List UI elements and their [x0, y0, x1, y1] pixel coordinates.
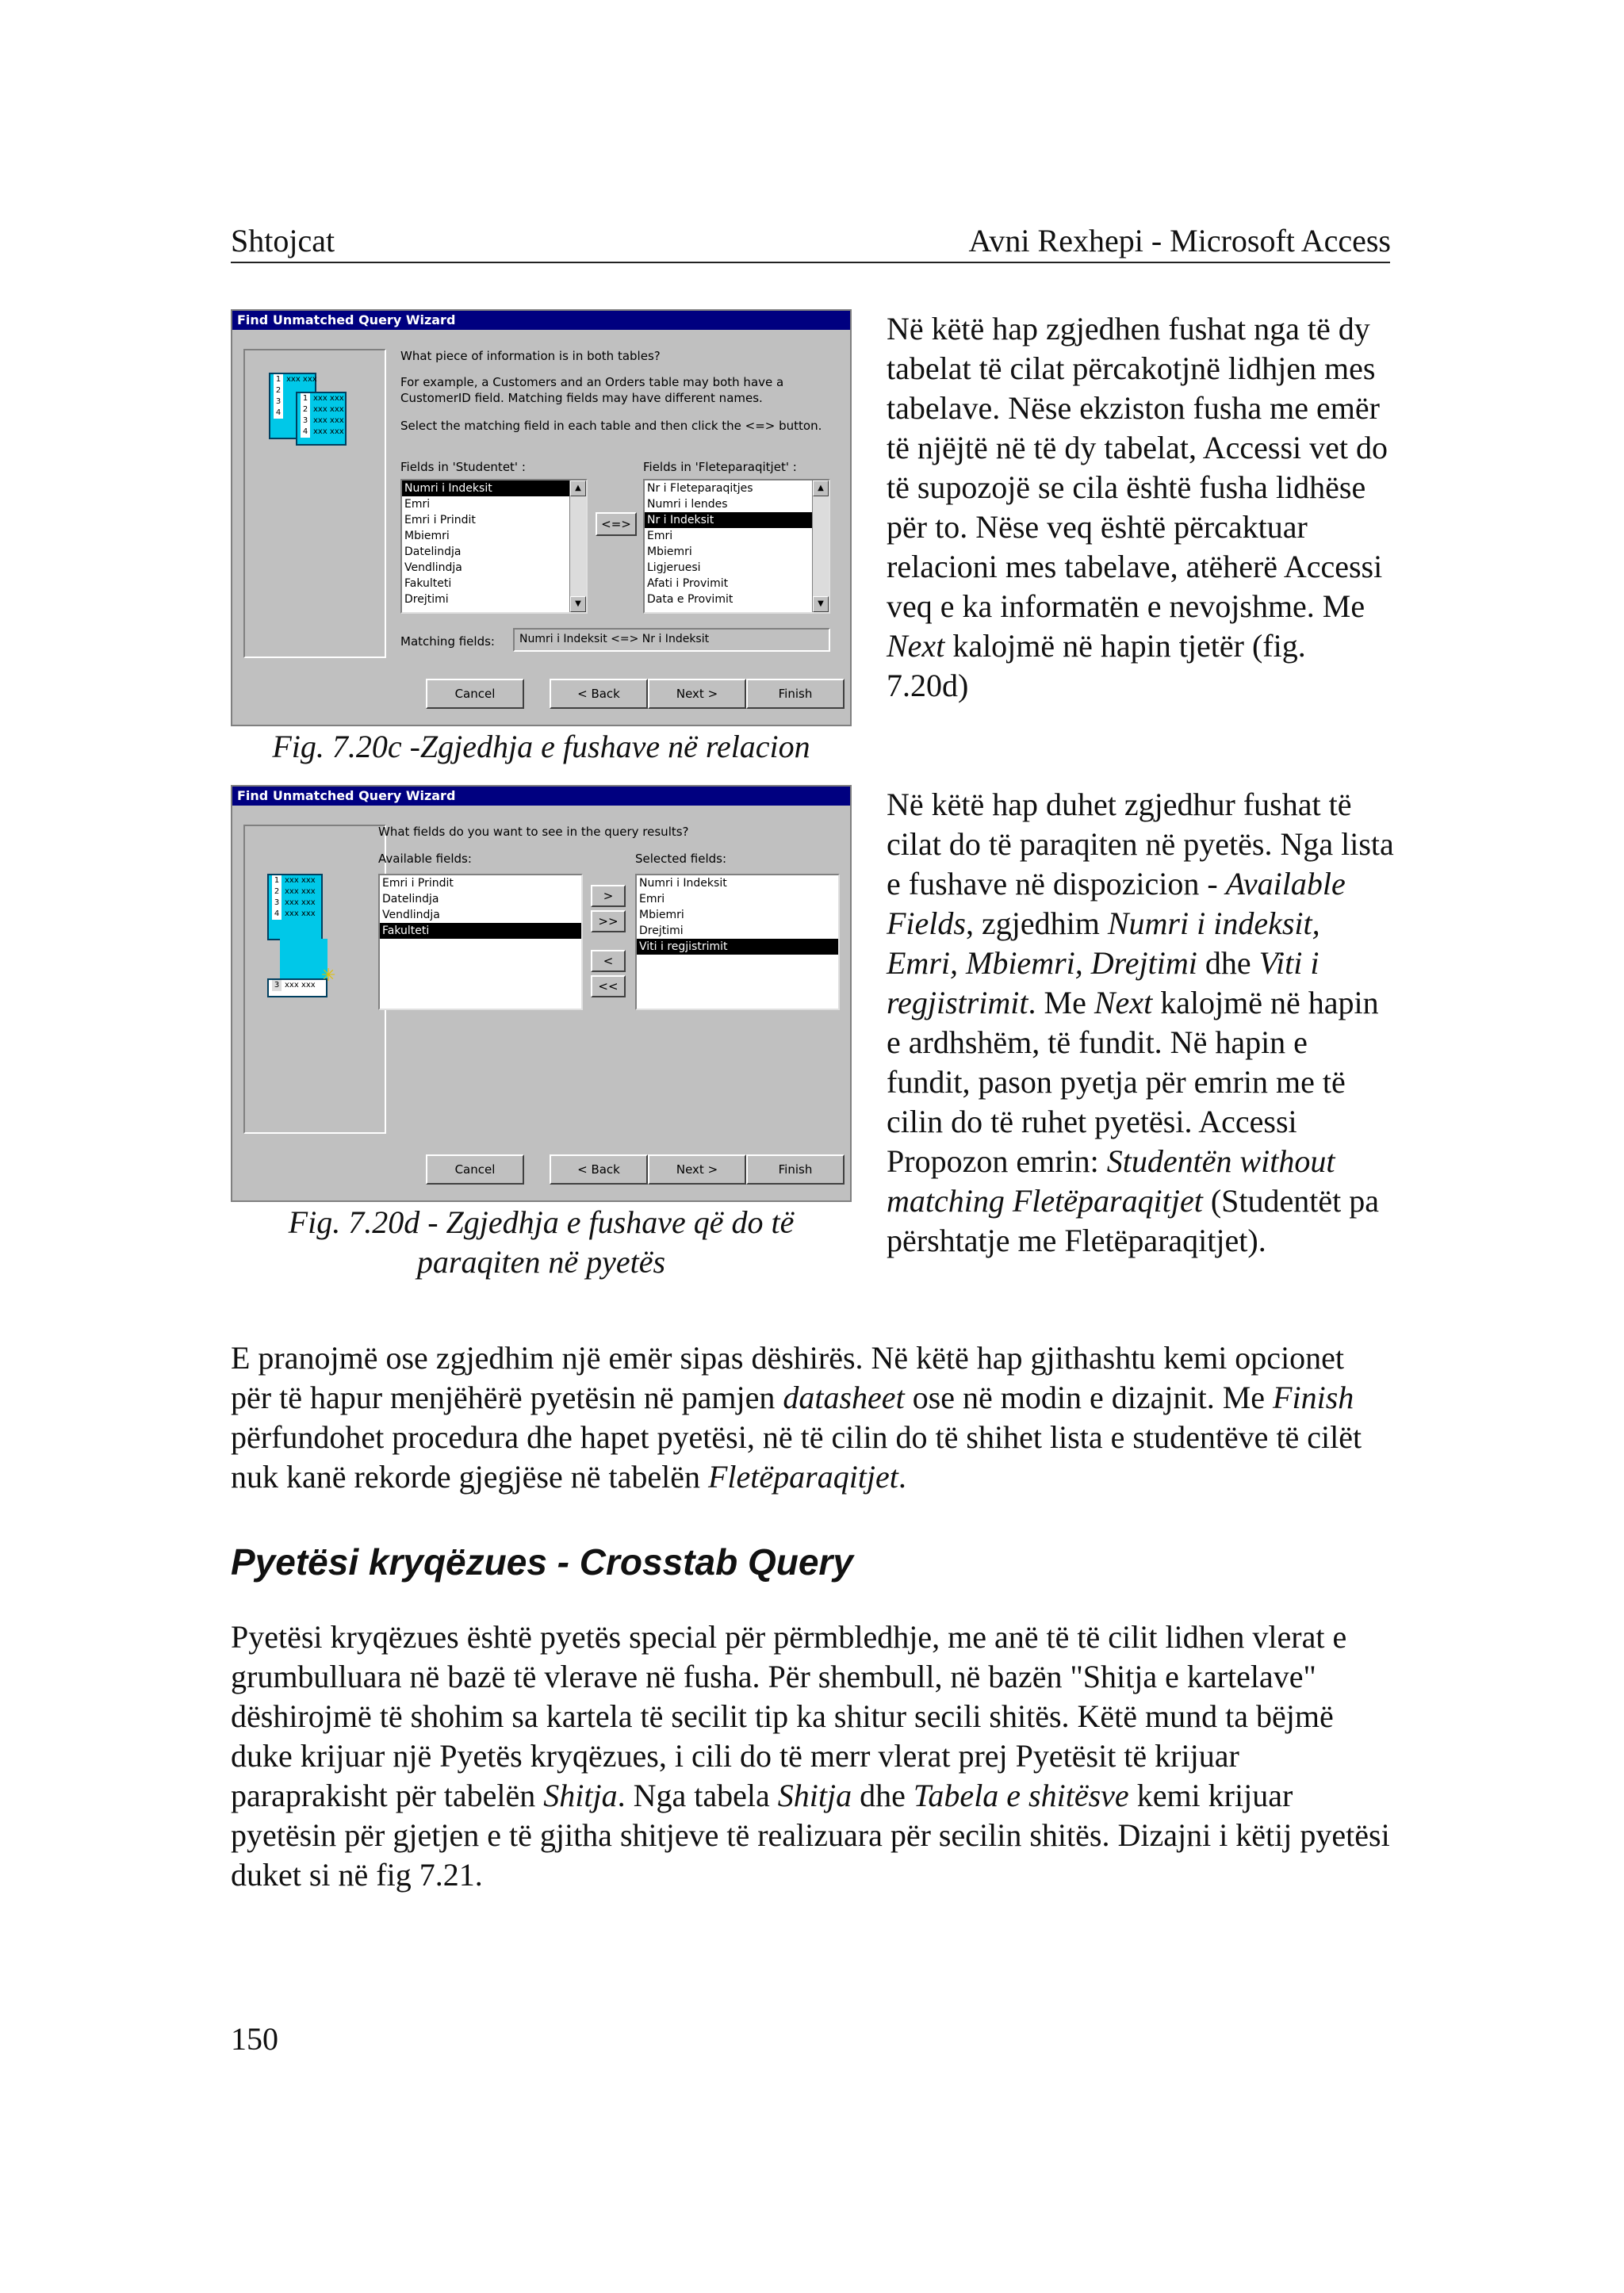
wizard-question: What fields do you want to see in the query results?: [378, 825, 689, 839]
scroll-up-icon[interactable]: ▲: [570, 480, 586, 496]
find-unmatched-wizard-step-results: [231, 785, 852, 1202]
list-item[interactable]: Nr i Fleteparaqitjes: [647, 482, 753, 495]
cancel-button[interactable]: Cancel: [426, 1154, 524, 1185]
list-item[interactable]: Vendlindja: [404, 561, 462, 574]
selected-fields-label: Selected fields:: [635, 852, 727, 866]
back-button[interactable]: < Back: [550, 1154, 648, 1185]
list-item[interactable]: Mbiemri: [647, 545, 692, 558]
vertical-scrollbar[interactable]: [569, 480, 586, 612]
matching-fields-value: Numri i Indeksit <=> Nr i Indeksit: [513, 628, 830, 652]
list-item[interactable]: Drejtimi: [639, 924, 684, 937]
list-item[interactable]: Data e Provimit: [647, 593, 733, 606]
add-field-button[interactable]: >: [591, 885, 626, 907]
list-item[interactable]: Datelindja: [404, 545, 462, 558]
table-art-icon: 1 xxx xxx 2 xxx xxx 3 xxx xxx 4 xxx xxx: [296, 392, 347, 446]
list-item[interactable]: Emri: [647, 530, 673, 542]
scroll-down-icon[interactable]: ▼: [813, 596, 829, 612]
find-unmatched-wizard-step-fields: [231, 309, 852, 726]
available-fields-label: Available fields:: [378, 852, 472, 866]
available-fields-list[interactable]: [378, 874, 583, 1010]
result-table-icon: 3 xxx xxx: [267, 978, 327, 997]
list-item[interactable]: Numri i Indeksit: [639, 877, 727, 890]
scroll-up-icon[interactable]: ▲: [813, 480, 829, 496]
fleteparaqitjet-fields-list[interactable]: [643, 479, 830, 614]
figure-caption-7-20c: Fig. 7.20c -Zgjedhja e fushave në relacion: [272, 729, 810, 764]
next-button[interactable]: Next >: [648, 1154, 746, 1185]
list-item[interactable]: Mbiemri: [639, 909, 684, 921]
cancel-button[interactable]: Cancel: [426, 679, 524, 709]
remove-field-button[interactable]: <: [591, 950, 626, 972]
list-item[interactable]: Vendlindja: [382, 909, 440, 921]
matching-fields-label: Matching fields:: [400, 634, 495, 649]
list-item[interactable]: Drejtimi: [404, 593, 449, 606]
list-item[interactable]: Fakulteti: [380, 923, 581, 939]
dialog-titlebar: Find Unmatched Query Wizard: [232, 311, 850, 330]
selected-fields-list[interactable]: [635, 874, 840, 1010]
cyan-connector: [280, 939, 327, 978]
paragraph-step-results: Në këtë hap duhet zgjedhur fushat të cilat do të paraqiten në pyetës. Nga lista e fushave në dispozicion - Available Fields, zgjedhim Numri i indeksit, Emri, Mbiemri, Drejtimi dhe Viti i regjistrimit. Me Next kalojmë në hapin e ardhshëm, të fundit. Në hapin e fundit, pason pyetja për emrin me të cilin do të ruhet pyetësi. Accessi Propozon emrin: Studentën without matching Fletëparaqitjet (Studentët pa përshtatje me Fletëparaqitjet).: [887, 787, 1394, 1258]
dialog-titlebar: Find Unmatched Query Wizard: [232, 787, 850, 806]
list-item[interactable]: Viti i regjistrimit: [637, 939, 838, 955]
wizard-example: For example, a Customers and an Orders table may both have a CustomerID field. Matching fields may have different names.: [400, 375, 784, 405]
list-item[interactable]: Ligjeruesi: [647, 561, 701, 574]
match-fields-button[interactable]: <=>: [596, 512, 637, 536]
paragraph-step-fields: Në këtë hap zgjedhen fushat nga të dy tabelat të cilat përcakotjnë lidhjen mes tabelave. Nëse ekziston fusha me emër të njëjtë në të dy tabelat, Accessi vet do të supozojë se cila është fusha lidhëse për to. Nëse veq është përcaktuar relacioni mes tabelave, atëherë Accessi veq e ka informatën e nevojshme. Me Next kalojmë në hapin tjetër (fig. 7.20d): [887, 311, 1388, 703]
list-item[interactable]: Numri i lendes: [647, 498, 728, 511]
wizard-instruction: Select the matching field in each table and then click the <=> button.: [400, 419, 822, 433]
list-item[interactable]: Mbiemri: [404, 530, 450, 542]
header-rule: [231, 262, 1390, 263]
left-list-label: Fields in 'Studentet' :: [400, 460, 526, 474]
paragraph-finish: E pranojmë ose zgjedhim një emër sipas dëshirës. Në këtë hap gjithashtu kemi opcionet për të hapur menjëhërë pyetësin në pamjen datasheet ose në modin e dizajnit. Me Finish përfundohet procedura dhe hapet pyetësi, në të cilin do të shihet lista e studentëve të cilët nuk kanë rekorde gjegjëse në tabelën Fletëparaqitjet.: [231, 1340, 1362, 1495]
back-button[interactable]: < Back: [550, 679, 648, 709]
list-item[interactable]: Afati i Provimit: [647, 577, 729, 590]
finish-button[interactable]: Finish: [746, 679, 845, 709]
list-item[interactable]: Fakulteti: [404, 577, 452, 590]
paragraph-crosstab: Pyetësi kryqëzues është pyetës special për përmbledhje, me anë të të cilit lidhen vlerat e grumbulluara në bazë të vlerave në fusha. Për shembull, në bazën "Shitja e kartelave" dëshirojmë të shohim sa kartela të secilit tip ka shitur secili shitës. Këtë mund ta bëjmë duke krijuar një Pyetës kryqëzues, i cili do të merr vlerat prej Pyetësit të krijuar paraprakisht për tabelën Shitja. Nga tabela Shitja dhe Tabela e shitësve kemi krijuar pyetësin për gjetjen e të gjitha shitjeve të realizuara për secilin shitës. Dizajni i këtij pyetësi duket si në fig 7.21.: [231, 1619, 1390, 1893]
list-item[interactable]: Datelindja: [382, 893, 439, 905]
table-art-icon: 1 xxx xxx 2 xxx xxx 3 xxx xxx 4 xxx xxx: [267, 874, 323, 940]
next-button[interactable]: Next >: [648, 679, 746, 709]
section-heading: Pyetësi kryqëzues - Crosstab Query: [231, 1541, 853, 1583]
sparkle-icon: ✳: [321, 966, 336, 986]
add-all-fields-button[interactable]: >>: [591, 910, 626, 932]
remove-all-fields-button[interactable]: <<: [591, 975, 626, 997]
scroll-down-icon[interactable]: ▼: [570, 596, 586, 612]
header-book-title: Avni Rexhepi - Microsoft Access: [968, 223, 1391, 258]
list-item[interactable]: Numri i Indeksit: [402, 480, 586, 496]
wizard-art-panel: [243, 349, 386, 658]
header-section-title: Shtojcat: [231, 223, 335, 258]
list-item[interactable]: Emri i Prindit: [382, 877, 454, 890]
list-item[interactable]: Emri i Prindit: [404, 514, 476, 526]
table-art-icon: 1 xxx xxx 2 3 4: [269, 373, 316, 439]
list-item[interactable]: Emri: [639, 893, 665, 905]
studentet-fields-list[interactable]: [400, 479, 588, 614]
page-number: 150: [231, 2021, 278, 2057]
right-list-label: Fields in 'Fleteparaqitjet' :: [643, 460, 797, 474]
wizard-question: What piece of information is in both tables?: [400, 349, 661, 363]
list-item[interactable]: Emri: [404, 498, 431, 511]
vertical-scrollbar[interactable]: [812, 480, 829, 612]
wizard-art-panel: [243, 825, 386, 1134]
figure-caption-7-20d: Fig. 7.20d - Zgjedhja e fushave që do të paraqiten në pyetës: [288, 1204, 795, 1280]
list-item[interactable]: Nr i Indeksit: [645, 512, 829, 528]
finish-button[interactable]: Finish: [746, 1154, 845, 1185]
